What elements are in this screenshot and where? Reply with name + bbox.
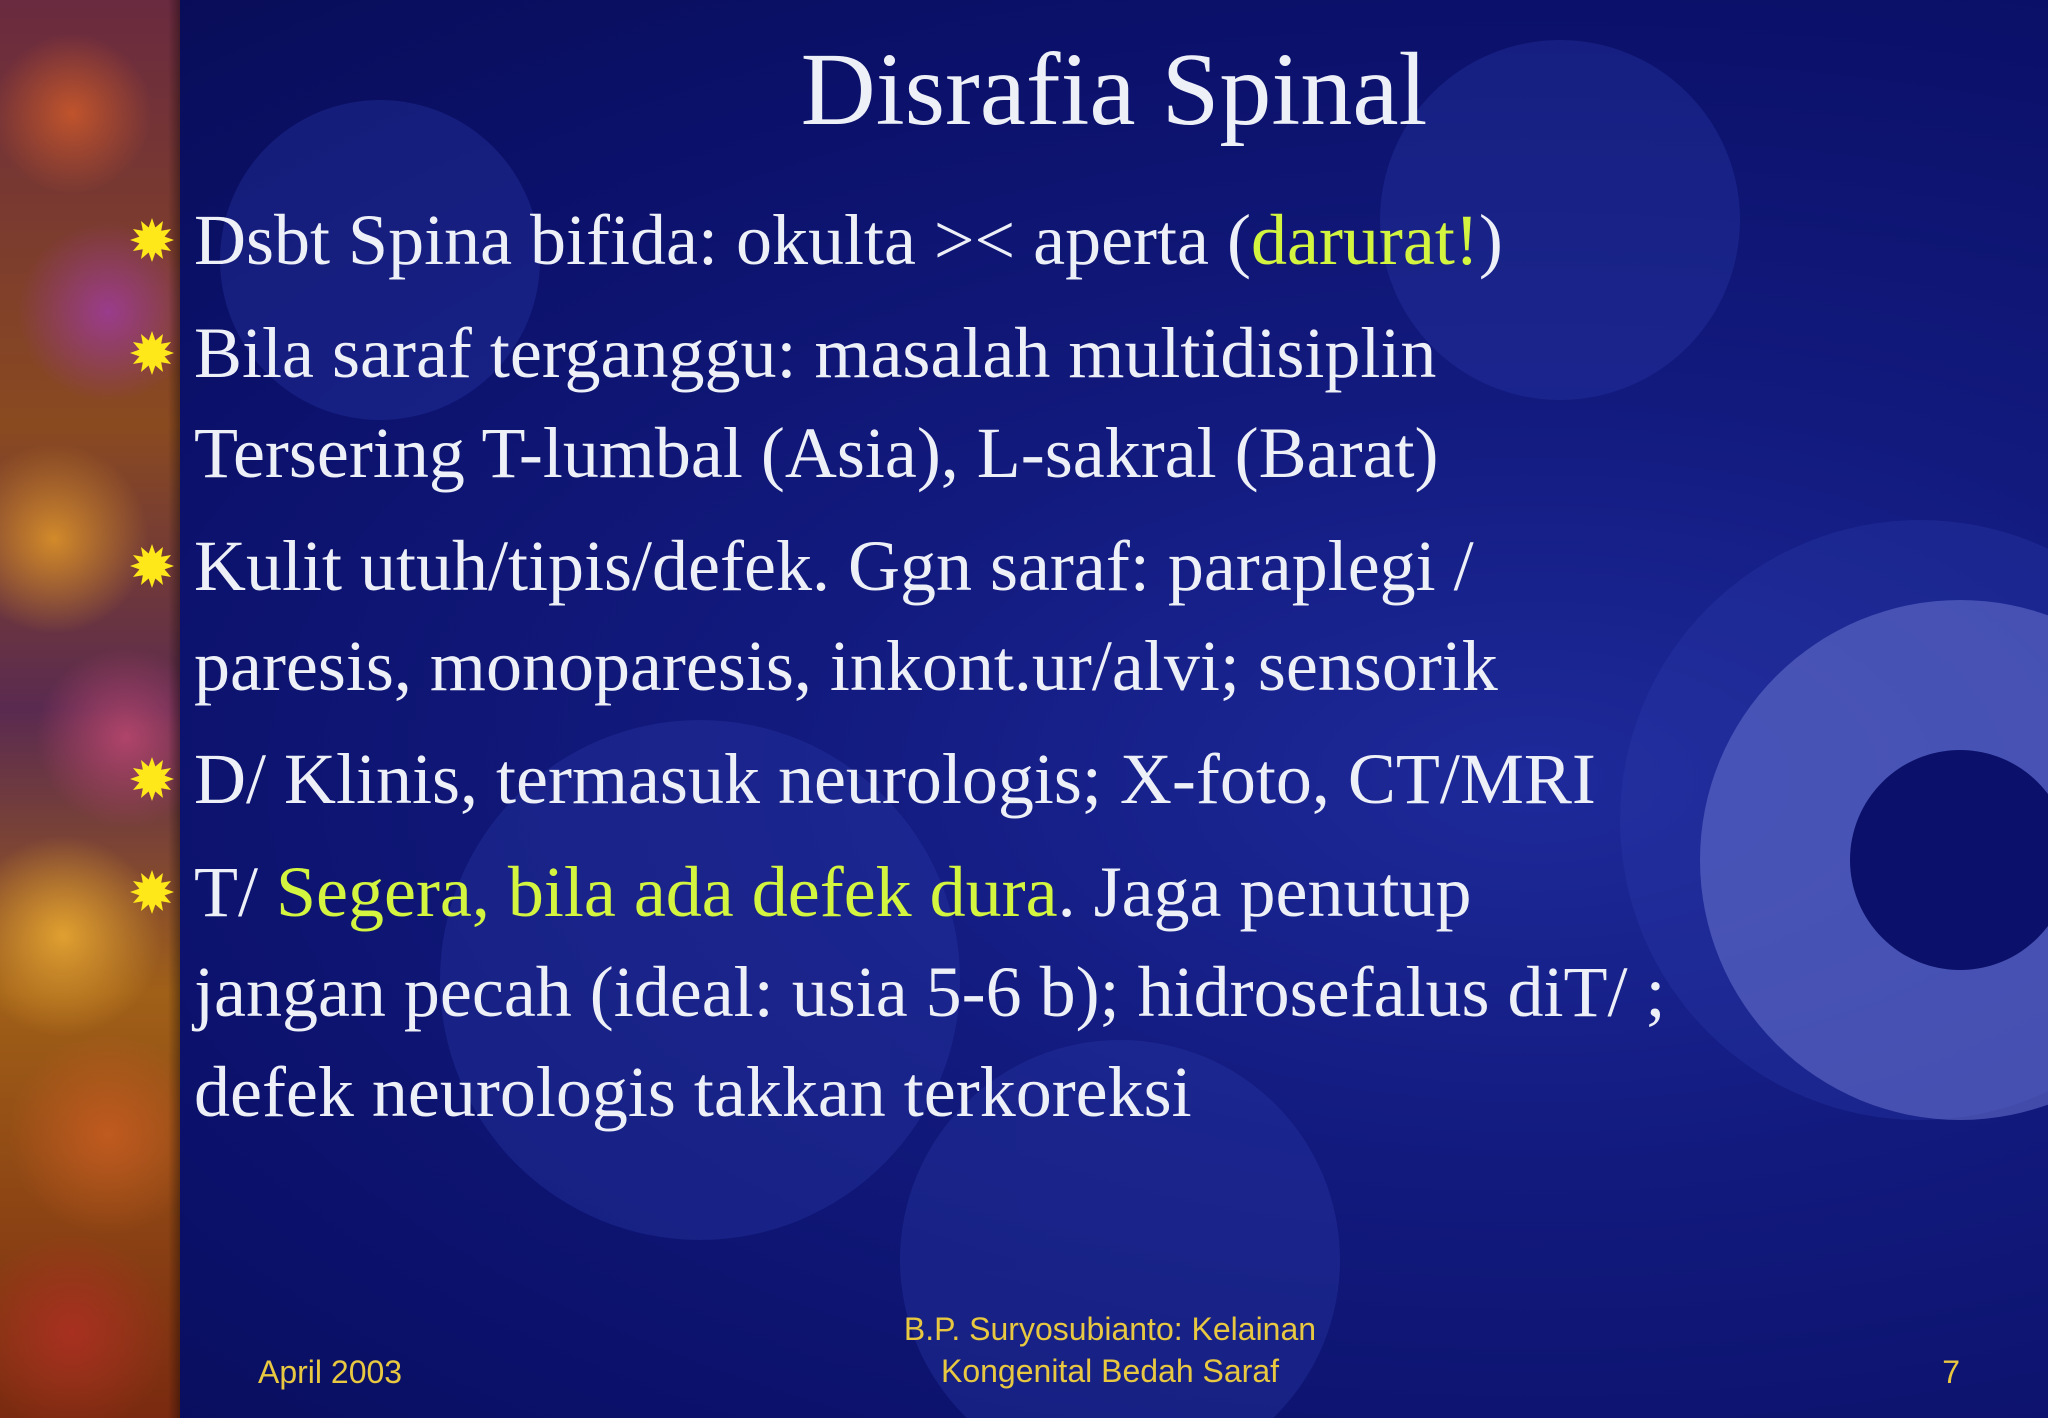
footer-author	[780, 1308, 1440, 1392]
sunburst-bullet-icon	[128, 868, 176, 916]
sunburst-bullet-icon	[128, 755, 176, 803]
sunburst-bullet-icon	[128, 329, 176, 377]
bullet-line	[194, 729, 2008, 829]
footer-date: April 2003	[258, 1354, 403, 1390]
bullet-line	[194, 1042, 2008, 1142]
bullet-item	[128, 842, 2008, 1142]
highlighted-text: Segera, bila ada defek dura	[275, 852, 1058, 932]
bullet-line	[194, 403, 2008, 503]
bullet-text: Dsbt Spina bifida: okulta >< aperta (	[194, 200, 1251, 280]
bullet-text: D/ Klinis, termasuk neurologis; X-foto, CT/MRI	[194, 739, 1596, 819]
bullet-item	[128, 303, 2008, 503]
bullet-line	[194, 842, 2008, 942]
bullet-item	[128, 190, 2008, 290]
bullet-text: paresis, monoparesis, inkont.ur/alvi; sensorik	[194, 626, 1498, 706]
bullet-text: defek neurologis takkan terkoreksi	[194, 1052, 1192, 1132]
bullet-item	[128, 729, 2008, 829]
slide-title: Disrafia Spinal	[800, 32, 1428, 147]
bullet-text: T/	[194, 852, 276, 932]
bullet-text: . Jaga penutup	[1057, 852, 1472, 932]
bullet-text: Kulit utuh/tipis/defek. Ggn saraf: paraplegi /	[194, 526, 1474, 606]
footer-author-line2: Kongenital Bedah Saraf	[940, 1353, 1280, 1389]
highlighted-text: darurat!	[1250, 200, 1479, 280]
bullet-text: Tersering T-lumbal (Asia), L-sakral (Barat)	[194, 413, 1439, 493]
sunburst-bullet-icon	[128, 216, 176, 264]
bullet-line	[194, 616, 2008, 716]
bullet-list	[128, 190, 2008, 1155]
bullet-item	[128, 516, 2008, 716]
bullet-text: Bila saraf terganggu: masalah multidisiplin	[194, 313, 1437, 393]
page-number: 7	[1942, 1354, 1960, 1390]
footer-author-line1: B.P. Suryosubianto: Kelainan	[903, 1311, 1317, 1347]
bullet-line	[194, 190, 2008, 290]
bullet-line	[194, 942, 2008, 1042]
bullet-line	[194, 303, 2008, 403]
bullet-text: )	[1478, 200, 1503, 280]
bullet-text: jangan pecah (ideal: usia 5-6 b); hidrosefalus diT/ ;	[194, 952, 1666, 1032]
bullet-line	[194, 516, 2008, 616]
sunburst-bullet-icon	[128, 542, 176, 590]
